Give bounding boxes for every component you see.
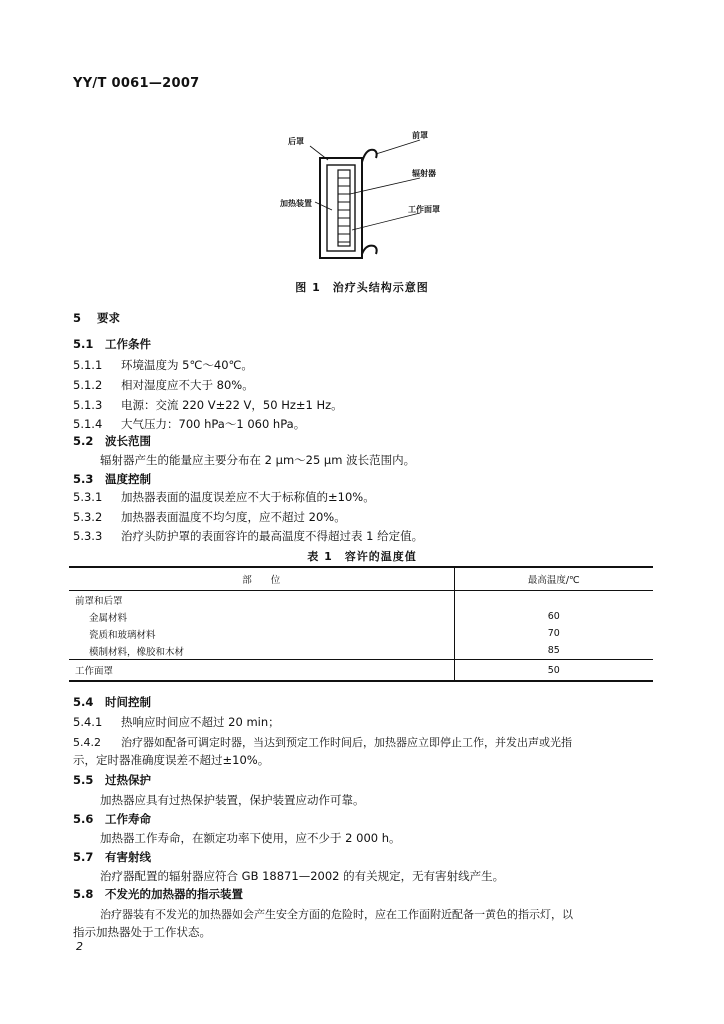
table-row [69,660,653,682]
table-header-row [69,567,653,591]
clause-5-6-text: 加热器工作寿命，在额定功率下使用，应不少于 2 000 h。 [100,831,401,845]
section-heading-5-8: 5.8 不发光的加热器的指示装置 [73,887,243,901]
clause-5-2-text: 辐射器产生的能量应主要分布在 2 μm～25 μm 波长范围内。 [100,453,416,467]
table-row [69,591,653,609]
clause-5-4-2-cont: 示，定时器准确度误差不超过±10%。 [73,753,270,767]
figure-caption: 图 1 治疗头结构示意图 [295,281,429,294]
section-heading-5: 5 要求 [73,311,120,325]
label-front-cover: 前罩 [412,131,428,140]
clause-5-5-text: 加热器应具有过热保护装置，保护装置应动作可靠。 [100,793,365,807]
clause-5-1-4: 5.1.4 大气压力：700 hPa～1 060 hPa。 [73,417,306,431]
clause-5-1-3: 5.1.3 电源：交流 220 V±22 V，50 Hz±1 Hz。 [73,398,343,412]
section-heading-5-2: 5.2 波长范围 [73,434,151,448]
row-value: 60 [547,611,560,622]
section-heading-5-3: 5.3 温度控制 [73,472,151,486]
table-row [69,608,653,625]
row-part: 模制材料，橡胶和木材 [69,642,454,660]
label-work-cover: 工作面罩 [408,205,440,214]
row-part: 金属材料 [69,608,454,625]
clause-5-7-text: 治疗器配置的辐射器应符合 GB 18871—2002 的有关规定，无有害射线产生。 [100,869,505,883]
label-heater: 加热装置 [280,199,312,208]
table-row [69,642,653,660]
label-rear-cover: 后罩 [288,137,304,146]
temperature-table [69,566,653,682]
section-heading-5-1: 5.1 工作条件 [73,337,151,351]
clause-5-3-2: 5.3.2 加热器表面温度不均匀度，应不超过 20%。 [73,510,346,524]
section-heading-5-6: 5.6 工作寿命 [73,812,151,826]
header-part: 部 位 [69,567,454,591]
row-group-label: 前罩和后罩 [69,591,454,609]
therapy-head-diagram [270,118,460,270]
clause-5-4-2: 5.4.2 治疗器如配备可调定时器，当达到预定工作时间后，加热器应立即停止工作，并发出声或光指 [73,736,572,749]
clause-5-1-2: 5.1.2 相对湿度应不大于 80%。 [73,378,254,392]
header-max-temp: 最高温度/℃ [454,567,653,591]
row-part: 工作面罩 [69,660,454,682]
standard-number: YY/T 0061—2007 [73,76,200,91]
section-heading-5-5: 5.5 过热保护 [73,773,151,787]
section-heading-5-7: 5.7 有害射线 [73,850,151,864]
clause-5-8-cont: 指示加热器处于工作状态。 [73,925,211,939]
page-number: 2 [76,940,83,953]
table-caption: 表 1 容许的温度值 [307,550,417,563]
clause-5-4-1: 5.4.1 热响应时间应不超过 20 min； [73,715,280,729]
row-value: 70 [547,628,560,639]
clause-5-1-1: 5.1.1 环境温度为 5℃～40℃。 [73,358,253,372]
row-part: 瓷质和玻璃材料 [69,625,454,642]
row-value: 85 [547,645,560,656]
clause-5-8-text: 治疗器装有不发光的加热器如会产生安全方面的危险时，应在工作面附近配备一黄色的指示灯，以 [100,908,573,921]
table-row [69,625,653,642]
section-heading-5-4: 5.4 时间控制 [73,695,151,709]
row-value: 50 [454,660,653,682]
clause-5-3-3: 5.3.3 治疗头防护罩的表面容许的最高温度不得超过表 1 给定值。 [73,529,424,543]
clause-5-3-1: 5.3.1 加热器表面的温度误差应不大于标称值的±10%。 [73,490,375,504]
label-radiator: 辐射器 [412,169,436,178]
